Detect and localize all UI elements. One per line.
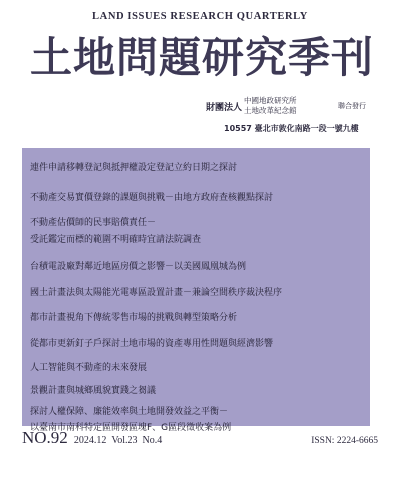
publisher-block	[206, 95, 391, 141]
toc-item: 國土計畫法與太陽能光電專區設置計畫－兼論空間秩序裁決程序	[30, 288, 283, 298]
issue-volume: Vol.23	[111, 435, 138, 446]
toc-item: 不動產交易實價登錄的課題與挑戰－由地方政府查核觀點探討	[30, 193, 274, 203]
publisher-org-2: 土地改革紀念館	[244, 106, 297, 115]
toc-item-continued: 受託鑑定而標的範圍不明確時宜請法院調查	[30, 235, 202, 245]
toc-item: 探討人權保障、廉能效率與土地開發效益之平衡－	[30, 407, 229, 417]
toc-item: 從都市更新釘子戶探討土地市場的資產專用性問題與經濟影響	[30, 339, 274, 349]
publisher-address: 10557 臺北市敦化南路一段一號九樓	[224, 124, 359, 133]
issn: ISSN: 2224-6665	[311, 436, 378, 446]
publisher-role: 聯合發行	[338, 102, 366, 110]
toc-item-continued: 以臺南市南科特定區開發區塊F、G區段徵收案為例	[30, 423, 232, 433]
toc-item: 連件申請移轉登記與抵押權設定登記立約日期之探討	[30, 163, 238, 173]
issue-footer	[22, 428, 378, 450]
issue-no-in-volume: No.4	[142, 435, 163, 446]
toc-item: 不動產估價師的民事賠償責任－	[30, 218, 157, 228]
toc-item: 都市計畫視角下傳統零售市場的挑戰與轉型策略分析	[30, 313, 238, 323]
toc-item: 台積電設廠對鄰近地區房價之影響－以美國鳳凰城為例	[30, 262, 247, 272]
top-banner	[0, 0, 400, 32]
toc-item: 人工智能與不動產的未來發展	[30, 363, 148, 373]
issue-number: NO.92	[22, 428, 68, 447]
english-title: LAND ISSUES RESEARCH QUARTERLY	[92, 10, 308, 22]
chinese-title: 土地問題研究季刊	[29, 33, 374, 82]
table-of-contents	[22, 148, 370, 433]
toc-item: 景觀計畫與城鄉風貌實踐之芻議	[30, 386, 157, 396]
publisher-org-1: 中國地政研究所	[244, 96, 297, 105]
issue-date: 2024.12	[73, 435, 107, 446]
publisher-orgs	[244, 96, 336, 116]
publisher-label: 財團法人	[206, 102, 243, 113]
